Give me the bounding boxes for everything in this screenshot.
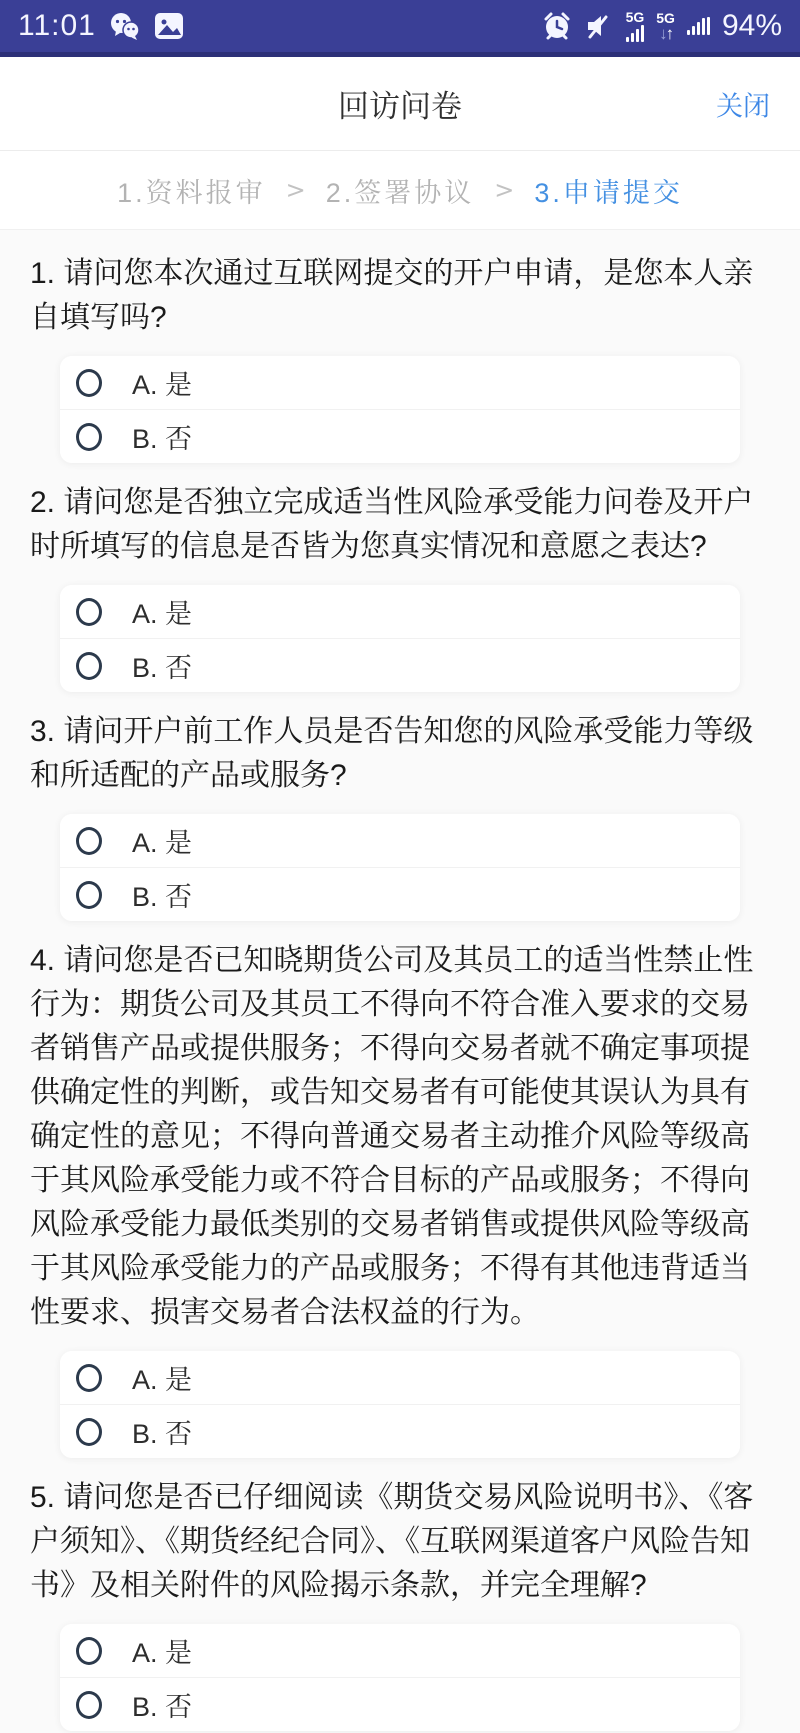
question-2-options-card [60, 585, 740, 692]
question-1-text: 1. 请问您本次通过互联网提交的开户申请，是您本人亲自填写吗? [30, 257, 754, 334]
question-2-text: 2. 请问您是否独立完成适当性风险承受能力问卷及开户时所填写的信息是否皆为您真实情况和意愿之表达? [30, 486, 754, 563]
radio-unchecked-icon[interactable] [76, 1418, 102, 1446]
question-3-options-card [60, 814, 740, 921]
radio-unchecked-icon[interactable] [76, 369, 102, 397]
gallery-icon [154, 11, 184, 41]
question-5-option-b[interactable] [60, 1677, 740, 1731]
status-bar [0, 0, 800, 57]
question-3 [30, 710, 770, 921]
questions [0, 230, 800, 1731]
battery-percentage: 94% [721, 9, 782, 42]
question-4-option-a[interactable] [60, 1351, 740, 1404]
question-3-option-b[interactable] [60, 867, 740, 921]
question-4-option-b[interactable] [60, 1404, 740, 1458]
network-5g-signal-icon: 5G [626, 10, 645, 42]
question-3-option-a[interactable] [60, 814, 740, 867]
signal-bars-icon [687, 17, 710, 35]
step-separator-icon: > [494, 176, 515, 204]
radio-unchecked-icon[interactable] [76, 1637, 102, 1665]
option-label: B. 否 [132, 882, 193, 912]
question-1-option-b[interactable] [60, 409, 740, 463]
alarm-clock-icon [542, 11, 572, 41]
option-label: B. 否 [132, 1692, 193, 1722]
step-separator-icon: > [285, 176, 306, 204]
radio-unchecked-icon[interactable] [76, 1364, 102, 1392]
step-1-material-review: 1.资料报审 [117, 177, 266, 208]
up-arrow-icon: ↑ [665, 23, 673, 43]
question-5-option-a[interactable] [60, 1624, 740, 1677]
progress-steps [0, 151, 800, 230]
option-label: A. 是 [132, 1638, 193, 1668]
question-1-option-a[interactable] [60, 356, 740, 409]
page-title: 回访问卷 [338, 89, 462, 124]
option-label: A. 是 [132, 828, 193, 858]
step-2-sign-agreement: 2.签署协议 [325, 177, 475, 208]
radio-unchecked-icon[interactable] [76, 423, 102, 451]
question-4 [30, 939, 770, 1458]
wechat-icon [108, 11, 142, 41]
option-label: B. 否 [132, 424, 193, 454]
question-2-option-b[interactable] [60, 638, 740, 692]
option-label: B. 否 [132, 653, 193, 683]
question-2-option-a[interactable] [60, 585, 740, 638]
option-label: A. 是 [132, 370, 193, 400]
option-label: B. 否 [132, 1419, 193, 1449]
radio-unchecked-icon[interactable] [76, 827, 102, 855]
step-3-submit-application: 3.申请提交 [534, 177, 683, 208]
question-2 [30, 481, 770, 692]
question-4-options-card [60, 1351, 740, 1458]
question-1 [30, 252, 770, 463]
question-4-text: 4. 请问您是否已知晓期货公司及其员工的适当性禁止性行为：期货公司及其员工不得向不符合准入要求的交易者销售产品或提供服务；不得向交易者就不确定事项提供确定性的判断，或告知交易者有可能使其误认为具有确定性的意见；不得向普通交易者主动推介风险等级高于其风险承受能力或不符合目标的产品或服务；不得向风险承受能力最低类别的交易者销售或提供风险等级高于其风险承受能力的产品或服务；不得有其他违背适当性要求、损害交易者合法权益的行为。 [30, 944, 754, 1329]
question-1-options-card [60, 356, 740, 463]
radio-unchecked-icon[interactable] [76, 652, 102, 680]
down-arrow-icon: ↓ [659, 23, 666, 43]
radio-unchecked-icon[interactable] [76, 1691, 102, 1719]
network-5g-updown-icon: 5G ↓↑ [656, 9, 675, 43]
question-5-options-card [60, 1624, 740, 1731]
option-label: A. 是 [132, 599, 193, 629]
question-5 [30, 1476, 770, 1731]
close-button[interactable]: 关闭 [710, 83, 776, 124]
page-header [0, 57, 800, 151]
muted-speaker-icon [584, 11, 614, 41]
clock-time: 11:01 [18, 9, 96, 42]
radio-unchecked-icon[interactable] [76, 598, 102, 626]
radio-unchecked-icon[interactable] [76, 881, 102, 909]
option-label: A. 是 [132, 1365, 193, 1395]
question-3-text: 3. 请问开户前工作人员是否告知您的风险承受能力等级和所适配的产品或服务? [30, 715, 754, 792]
question-5-text: 5. 请问您是否已仔细阅读《期货交易风险说明书》、《客户须知》、《期货经纪合同》、《互联网渠道客户风险告知书》及相关附件的风险揭示条款，并完全理解? [30, 1481, 754, 1602]
